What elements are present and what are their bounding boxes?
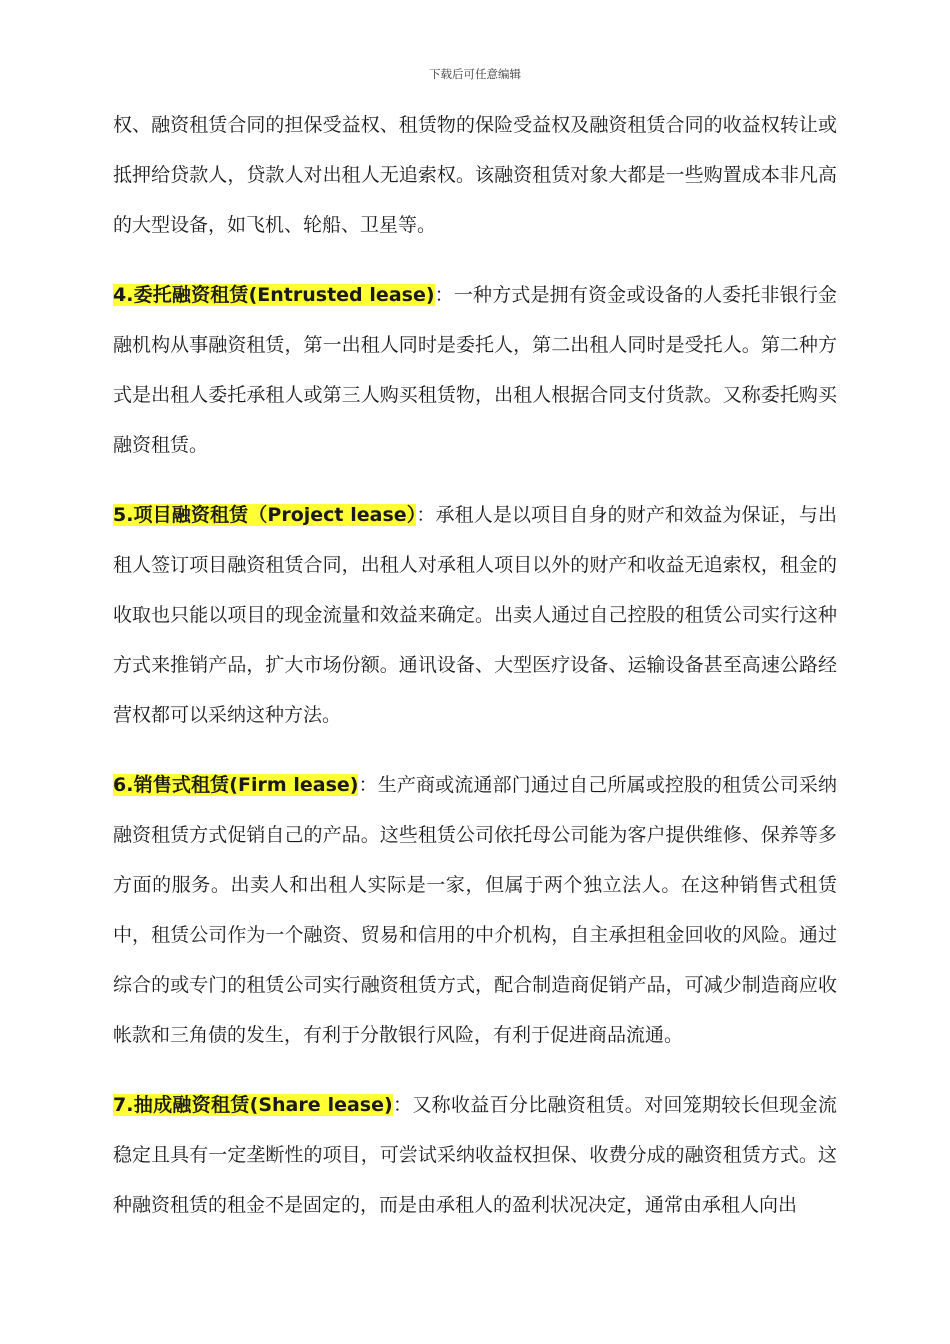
paragraph-text: 权、融资租赁合同的担保受益权、租赁物的保险受益权及融资租赁合同的收益权转让或抵押给贷款人，贷款人对出租人无追索权。该融资租赁对象大都是一些购置成本非凡高的大型设备，如飞机、轮船、卫星等。 [113,114,837,236]
document-body [113,100,837,1230]
paragraph-intro-continuation [113,100,837,250]
section-heading-share-lease: 7.抽成融资租赁(Share lease) [113,1094,393,1116]
paragraph-text: 生产商或流通部门通过自己所属或控股的租赁公司采纳融资租赁方式促销自己的产品。这些租赁公司依托母公司能为客户提供维修、保养等多方面的服务。出卖人和出租人实际是一家，但属于两个独立法人。在这种销售式租赁中，租赁公司作为一个融资、贸易和信用的中介机构，自主承担租金回收的风险。通过综合的或专门的租赁公司实行融资租赁方式，配合制造商促销产品，可减少制造商应收帐款和三角债的发生，有利于分散银行风险，有利于促进商品流通。 [113,774,837,1046]
paragraph-entrusted-lease [113,270,837,470]
paragraph-text: 承租人是以项目自身的财产和效益为保证，与出租人签订项目融资租赁合同，出租人对承租人项目以外的财产和收益无追索权，租金的收取也只能以项目的现金流量和效益来确定。出卖人通过自己控股的租赁公司实行这种方式来推销产品，扩大市场份额。通讯设备、大型医疗设备、运输设备甚至高速公路经营权都可以采纳这种方法。 [113,504,837,726]
section-heading-project-lease: 5.项目融资租赁（Project lease） [113,504,417,526]
paragraph-project-lease [113,490,837,740]
paragraph-share-lease [113,1080,837,1230]
heading-colon: ： [392,1094,413,1116]
paragraph-text: 又称收益百分比融资租赁。对回笼期较长但现金流稳定且具有一定垄断性的项目，可尝试采纳收益权担保、收费分成的融资租赁方式。这种融资租赁的租金不是固定的，而是由承租人的盈利状况决定，通常由承租人向出 [113,1094,837,1216]
section-heading-firm-lease: 6.销售式租赁(Firm lease) [113,774,359,796]
section-heading-entrusted-lease: 4.委托融资租赁(Entrusted lease) [113,284,435,306]
heading-colon: ： [434,284,454,306]
heading-colon: ： [358,774,378,796]
page-header: 下载后可任意编辑 [429,67,521,81]
paragraph-firm-lease [113,760,837,1060]
heading-colon: ： [416,504,436,526]
paragraph-text: 一种方式是拥有资金或设备的人委托非银行金融机构从事融资租赁，第一出租人同时是委托人，第二出租人同时是受托人。第二种方式是出租人委托承租人或第三人购买租赁物，出租人根据合同支付货款。又称委托购买融资租赁。 [113,284,837,456]
